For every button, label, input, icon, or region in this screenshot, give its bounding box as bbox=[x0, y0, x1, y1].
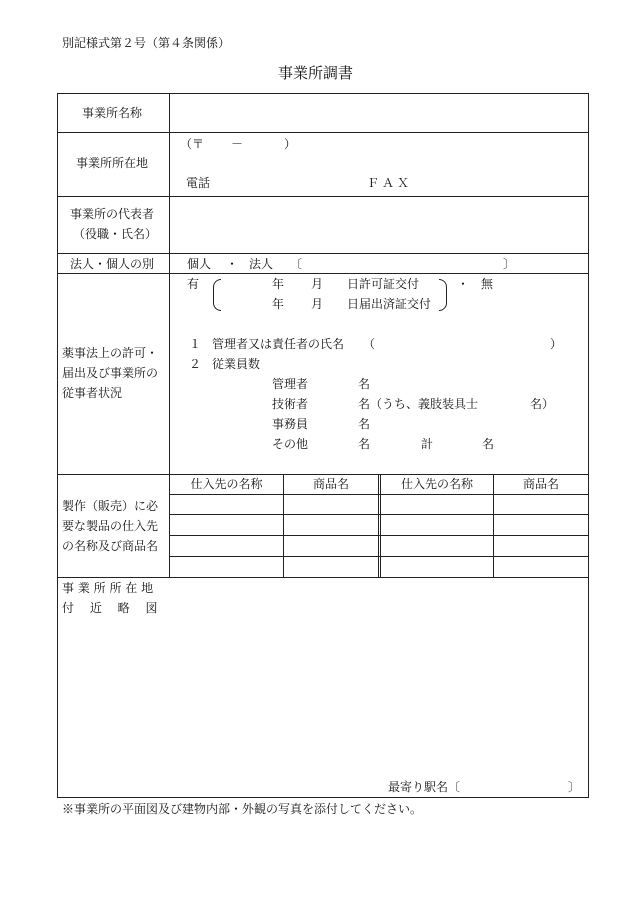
col-supplier-left: 仕入先の名称 bbox=[190, 477, 263, 491]
license-yes[interactable]: 有 bbox=[187, 277, 200, 291]
business-name-field[interactable] bbox=[172, 96, 586, 130]
representative-label-2: （役職・氏名） bbox=[73, 227, 158, 241]
staff-total-label: 計 bbox=[421, 437, 434, 451]
permit-year: 年 bbox=[272, 277, 285, 291]
corporation-option[interactable]: 法人 bbox=[249, 257, 274, 271]
staff-role-manager: 管理者 bbox=[272, 377, 309, 391]
left-brace bbox=[213, 279, 221, 311]
corp-type-label: 法人・個人の別 bbox=[70, 257, 155, 271]
staff-unit-engineer: 名 bbox=[358, 397, 371, 411]
postal-close: ） bbox=[284, 137, 297, 151]
license-label-1: 薬事法上の許可・ bbox=[62, 346, 159, 360]
col-product-left: 商品名 bbox=[312, 477, 349, 491]
corp-bracket-open: 〔 bbox=[290, 257, 303, 271]
staff-role-engineer: 技術者 bbox=[272, 397, 309, 411]
representative-label-1: 事業所の代表者 bbox=[70, 207, 155, 221]
footer-note: ※事業所の平面図及び建物内部・外観の写真を添付してください。 bbox=[62, 802, 423, 816]
staff-unit-manager: 名 bbox=[358, 377, 371, 391]
col-supplier-right: 仕入先の名称 bbox=[400, 477, 473, 491]
license-label-3: 従事者状況 bbox=[62, 386, 123, 400]
form-number: 別記様式第２号（第４条関係） bbox=[62, 36, 231, 50]
staff-unit-other: 名 bbox=[358, 437, 371, 451]
notice-year: 年 bbox=[272, 297, 285, 311]
item2-number: ２ bbox=[189, 357, 202, 371]
item1-open: （ bbox=[363, 337, 376, 351]
permit-line: 日許可証交付 bbox=[347, 277, 420, 291]
business-name-label: 事業所名称 bbox=[82, 106, 143, 120]
staff-unit-clerk: 名 bbox=[358, 417, 371, 431]
station-label: 最寄り駅名〔 bbox=[388, 780, 461, 794]
phone-label: 電話 bbox=[186, 176, 211, 190]
staff-total-unit: 名 bbox=[482, 437, 495, 451]
page-title: 事業所調書 bbox=[278, 64, 354, 82]
corp-bracket-close: 〕 bbox=[503, 257, 516, 271]
item1-number: １ bbox=[189, 337, 202, 351]
map-area[interactable] bbox=[60, 622, 586, 772]
products-label-1: 製作（販売）に必 bbox=[62, 499, 159, 513]
station-close: 〕 bbox=[568, 780, 581, 794]
engineer-close: 名） bbox=[530, 397, 555, 411]
products-label-3: の名称及び商品名 bbox=[62, 539, 159, 553]
staff-extra-engineer: （うち、義肢装具士 bbox=[370, 397, 479, 411]
license-none[interactable]: ・ 無 bbox=[457, 277, 494, 291]
products-label-2: 要な製品の仕入先 bbox=[62, 519, 159, 533]
notice-month: 月 bbox=[311, 297, 324, 311]
permit-month: 月 bbox=[311, 277, 324, 291]
item1-close: ） bbox=[550, 337, 563, 351]
option-separator: ・ bbox=[226, 257, 239, 271]
individual-option[interactable]: 個人 bbox=[187, 257, 212, 271]
address-label: 事業所所在地 bbox=[76, 156, 149, 170]
license-label-2: 届出及び事業所の bbox=[62, 366, 159, 380]
notice-line: 日届出済証交付 bbox=[347, 297, 432, 311]
item1-text: 管理者又は責任者の氏名 bbox=[212, 337, 345, 351]
staff-role-other: その他 bbox=[272, 437, 309, 451]
map-label-1: 事 業 所 所 在 地 bbox=[62, 581, 154, 595]
fax-label: ＦＡＸ bbox=[367, 176, 413, 190]
col-product-right: 商品名 bbox=[522, 477, 559, 491]
right-brace bbox=[439, 279, 447, 311]
postal-dash: － bbox=[231, 137, 244, 151]
item2-text: 従業員数 bbox=[212, 357, 261, 371]
postal-open: （〒 bbox=[180, 137, 205, 151]
staff-role-clerk: 事務員 bbox=[272, 417, 309, 431]
map-label-2: 付 近 略 図 bbox=[62, 601, 158, 615]
